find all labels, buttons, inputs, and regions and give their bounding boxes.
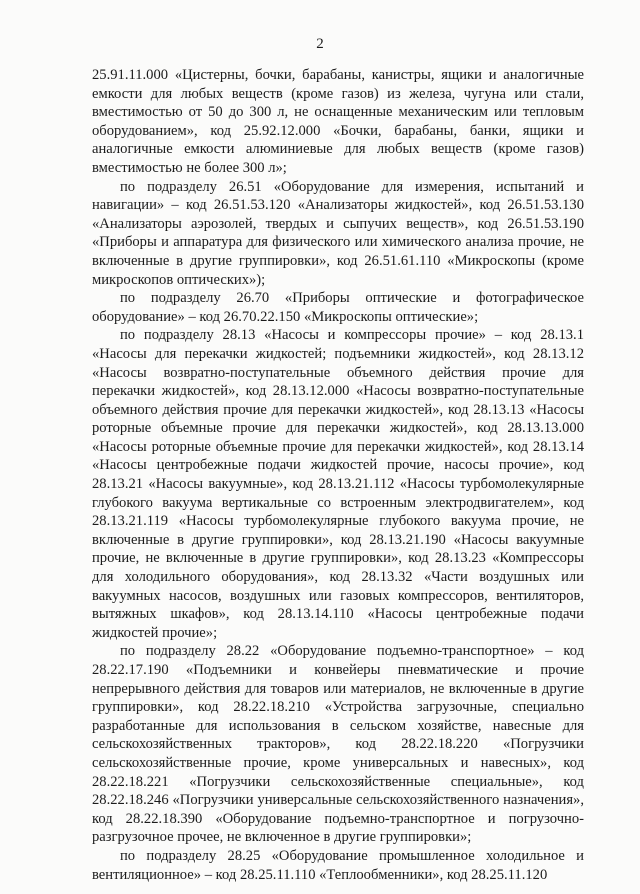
paragraph-subsection-28-22: по подразделу 28.22 «Оборудование подъемно-транспортное» – код 28.22.17.190 «Подъемники и конвейеры пневматические и прочие непрерывного действия для товаров или материалов, не включенные в другие группировки», код 28.22.18.210 «Устройства загрузочные, специально разработанные для использования в сельском хозяйстве, навесные для сельскохозяйственных тракторов», код 28.22.18.220 «Погрузчики сельскохозяйственные прочие, кроме универсальных и навесных», код 28.22.18.221 «Погрузчики сельскохозяйственные специальные», код 28.22.18.246 «Погрузчики универсальные сельскохозяйственного назначения», код 28.22.18.390 «Оборудование подъемно-транспортное и погрузочно-разгрузочное прочее, не включенное в другие группировки»; bbox=[92, 643, 584, 846]
page-number: 2 bbox=[316, 36, 324, 52]
document-body bbox=[92, 66, 584, 884]
paragraph-continued-25-91: 25.91.11.000 «Цистерны, бочки, барабаны, канистры, ящики и аналогичные емкости для любых веществ (кроме газов) из железа, чугуна или стали, вместимостью от 50 до 300 л, не оснащенные механическим или тепловым оборудованием», код 25.92.12.000 «Бочки, барабаны, банки, ящики и аналогичные емкости алюминиевые для любых веществ (кроме газов) вместимостью не более 300 л»; bbox=[92, 67, 584, 176]
paragraph-subsection-26-70: по подразделу 26.70 «Приборы оптические и фотографическое оборудование» – код 26.70.22.150 «Микроскопы оптические»; bbox=[92, 290, 584, 325]
paragraph-subsection-26-51: по подразделу 26.51 «Оборудование для измерения, испытаний и навигации» – код 26.51.53.120 «Анализаторы жидкостей», код 26.51.53.130 «Анализаторы аэрозолей, твердых и сыпучих веществ», код 26.51.53.190 «Приборы и аппаратура для физического или химического анализа прочие, не включенные в другие группировки», код 26.51.61.110 «Микроскопы (кроме микроскопов оптических»); bbox=[92, 178, 584, 288]
paragraph-subsection-28-13: по подразделу 28.13 «Насосы и компрессоры прочие» – код 28.13.1 «Насосы для перекачки жидкостей; подъемники жидкостей», код 28.13.12 «Насосы возвратно-поступательные объемного действия прочие для перекачки жидкостей», код 28.13.12.000 «Насосы возвратно-поступательные объемного действия прочие для перекачки жидкостей», код 28.13.13 «Насосы роторные объемные прочие для перекачки жидкостей», код 28.13.13.000 «Насосы роторные объемные прочие для перекачки жидкостей», код 28.13.14 «Насосы центробежные подачи жидкостей прочие, насосы прочие», код 28.13.21 «Насосы вакуумные», код 28.13.21.112 «Насосы турбомолекулярные глубокого вакуума вертикальные со встроенным электродвигателем», код 28.13.21.119 «Насосы турбомолекулярные глубокого вакуума прочие, не включенные в другие группировки», код 28.13.21.190 «Насосы вакуумные прочие, не включенные в другие группировки», код 28.13.23 «Компрессоры для холодильного оборудования», код 28.13.32 «Части воздушных или вакуумных насосов, воздушных или газовых компрессоров, вентиляторов, вытяжных шкафов», код 28.13.14.110 «Насосы центробежные подачи жидкостей прочие»; bbox=[92, 327, 584, 641]
paragraph-subsection-28-25: по подразделу 28.25 «Оборудование промышленное холодильное и вентиляционное» – код 28.25.11.110 «Теплообменники», код 28.25.11.120 bbox=[92, 847, 584, 883]
